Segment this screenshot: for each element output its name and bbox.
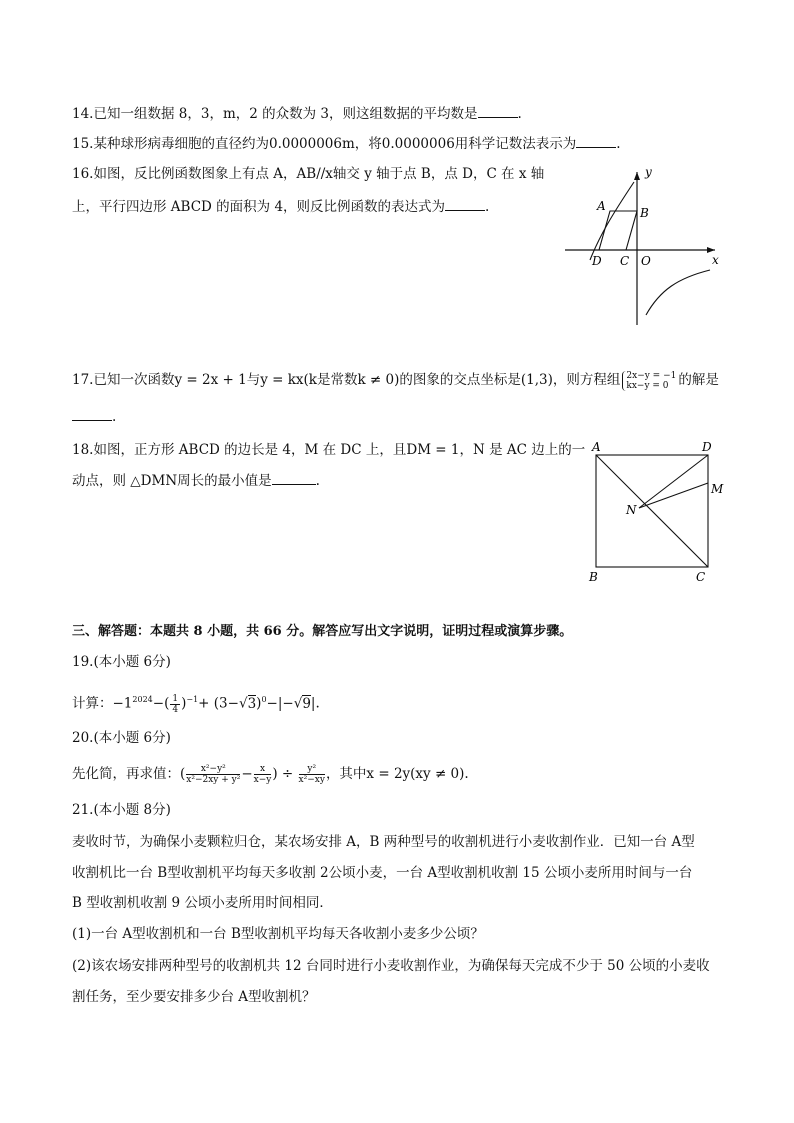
diagonal-ac (596, 455, 708, 567)
question-21-paragraph-line1: 麦收时节，为确保小麦颗粒归仓，某农场安排 A，B 两种型号的收割机进行小麦收割作业．已知一台 A型 (72, 834, 695, 850)
question-16-line1: 16.如图，反比例函数图象上有点 A，AB//x轴交 y 轴于点 B，点 D，C 在 x 轴 (72, 166, 545, 182)
answer-blank (478, 103, 518, 118)
segment-nd (639, 455, 708, 508)
question-19-expression: 计算：$-1^{2024}-$( $\frac{1}{4}$ )$^{-1}+ (3-√3)^0-|-√9|$. (72, 693, 320, 715)
question-17-answer: . (72, 406, 116, 427)
question-16-line2: 上，平行四边形 ABCD 的面积为 4，则反比例函数的表达式为 . (72, 196, 489, 217)
label-b: B (640, 206, 649, 220)
label-a: A (597, 199, 606, 213)
question-21-heading: 21.(本小题 8分) (72, 802, 171, 818)
question-20-expression: 先化简，再求值：( $\frac{\text{x²−y²}}{\text{x²−2xy + y²}}$ − $\frac{x}{x-y}$ ) ÷ $\frac{\text{y²}}{\text{x²−xy}}$ ，其中x = 2y(xy ≠ 0). (72, 764, 469, 785)
question-15: 15.某种球形病毒细胞的直径约为0.0000006m，将0.0000006用科学记数法表示为 . (72, 133, 621, 154)
label-c: C (620, 254, 630, 268)
parallelogram-abcd (599, 211, 637, 250)
label-d: D (702, 440, 712, 454)
question-21-part2-line1: (2)该农场安排两种型号的收割机共 12 台同时进行小麦收割作业，为确保每天完成不少于 50 公顷的小麦收 (72, 958, 710, 974)
question-18-line2: 动点，则 △DMN周长的最小值是 . (72, 470, 320, 491)
y-axis-arrow-icon (634, 172, 640, 180)
question-17: 17.已知一次函数y = 2x + 1与y = kx(k是常数k ≠ 0)的图象的交点坐标是(1,3)，则方程组 2x−y = −1 kx−y = 0 的解是 (72, 370, 719, 391)
question-21-part2-line2: 割任务，至少要安排多少台 A型收割机？ (72, 989, 316, 1005)
equation-system: 2x−y = −1 kx−y = 0 (622, 371, 676, 391)
question-21-paragraph-line3: B 型收割机收割 9 公顷小麦所用时间相同． (72, 895, 333, 911)
answer-blank (576, 133, 616, 148)
segment-nm (639, 483, 708, 508)
question-18-line1: 18.如图，正方形 ABCD 的边长是 4，M 在 DC 上，且DM = 1，N 是 AC 边上的一 (72, 442, 586, 458)
label-a: A (592, 440, 601, 454)
answer-blank (272, 470, 316, 485)
label-x-axis: x (712, 253, 719, 267)
section-3-heading: 三、解答题：本题共 8 小题，共 66 分。解答应写出文字说明，证明过程或演算步骤。 (72, 624, 573, 639)
question-21-part1: (1)一台 A型收割机和一台 B型收割机平均每天各收割小麦多少公顷？ (72, 926, 484, 942)
question-21-paragraph-line2: 收割机比一台 B型收割机平均每天多收割 2公顷小麦，一台 A型收割机收割 15 公顷小麦所用时间与一台 (72, 865, 693, 881)
label-m: M (711, 482, 724, 496)
figure-16-graph (560, 160, 730, 330)
question-14: 14.已知一组数据 8，3，m，2 的众数为 3，则这组数据的平均数是 . (72, 103, 522, 124)
label-c: C (696, 570, 706, 584)
answer-blank (445, 196, 485, 211)
label-b: B (589, 570, 598, 584)
hyperbola-right-branch (646, 270, 710, 315)
label-d: D (592, 254, 602, 268)
label-y-axis: y (645, 165, 652, 179)
question-20-heading: 20.(本小题 6分) (72, 730, 171, 746)
hyperbola-left-branch (590, 182, 634, 260)
answer-blank (72, 406, 112, 421)
label-n: N (626, 503, 637, 517)
label-origin: O (641, 254, 651, 268)
question-19-heading: 19.(本小题 6分) (72, 654, 171, 670)
figure-18-square (580, 438, 730, 588)
